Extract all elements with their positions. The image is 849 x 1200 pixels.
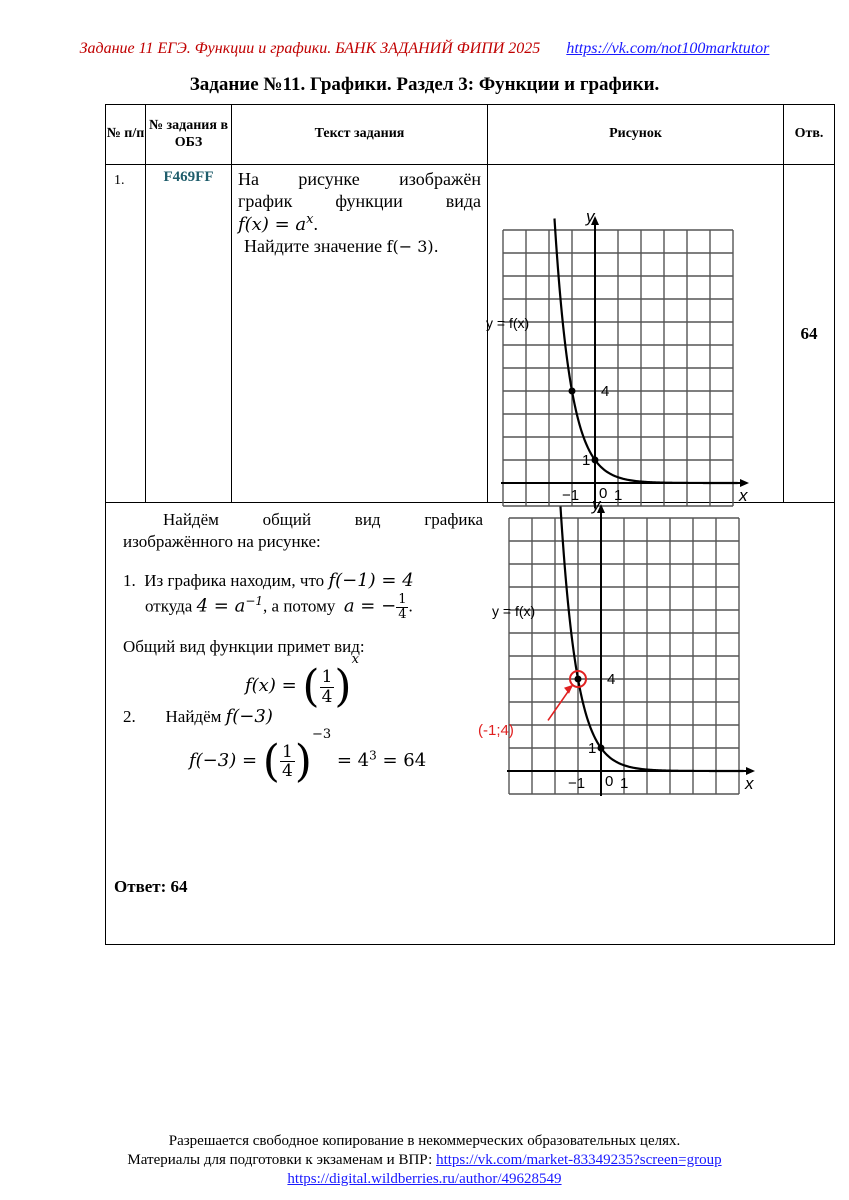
footer-link-market[interactable]: https://vk.com/market-83349235?screen=group (436, 1151, 722, 1168)
point-0-1 (598, 745, 605, 752)
solution-intro-line2: изображённого на рисунке: (123, 532, 321, 552)
x-axis-label: x (745, 774, 754, 793)
tick-label-y-1: 1 (582, 452, 591, 469)
page-header (0, 40, 849, 58)
solution-graph (478, 495, 788, 805)
y-axis-label: y (592, 495, 601, 514)
solution-general-formula: f(x) = ( $\frac{1}{4}$ )$^x$ (245, 652, 359, 713)
document-title: Задание №11. Графики. Раздел 3: Функции и графики. (189, 74, 660, 95)
task-answer: 64 (784, 165, 835, 503)
task-figure-cell (488, 165, 784, 503)
point-0-1 (592, 457, 599, 464)
header-text: Текст задания (232, 105, 488, 165)
x-axis-label: x (739, 486, 748, 505)
task-code: F469FF (146, 165, 232, 503)
task-formula: $f(x) = a^x$. (238, 212, 318, 236)
solution-cell (106, 495, 835, 945)
y-axis-label: y (586, 207, 595, 226)
page-footer (0, 1132, 849, 1188)
step1-fraction: $\frac{1}{4}$ (398, 591, 407, 622)
table-row (106, 165, 835, 503)
highlight-label: (-1;4) (478, 722, 514, 739)
solution-row (106, 503, 835, 945)
header-title: Задание 11 ЕГЭ. Функции и графики. БАНК ЗАДАНИЙ ФИПИ 2025 (79, 40, 541, 57)
solution-step1-line2: откуда $4 = a^{-1}$, а потому a = − $\frac{1}{4}$ . (145, 591, 413, 622)
solution-figure (478, 495, 788, 810)
highlight-arrowhead (564, 685, 573, 694)
point-neg1-4 (569, 388, 576, 395)
tick-label-x-1: 1 (614, 487, 623, 504)
task-text-line2: график функции вида (238, 190, 481, 211)
footer-line2: Материалы для подготовки к экзаменам и ВПР: https://vk.com/market-83349235?screen=group (127, 1151, 722, 1168)
header-code: № задания в ОБЗ (146, 105, 232, 165)
tick-label-x-neg1: −1 (568, 775, 586, 792)
solution-intro-line1: Найдём общий вид графика (163, 510, 483, 529)
tick-label-origin: 0 (605, 773, 614, 790)
tick-label-origin: 0 (599, 485, 608, 502)
tick-label-y-1: 1 (588, 740, 597, 757)
solution-general-text: Общий вид функции примет вид: (123, 637, 365, 657)
header-answer: Отв. (784, 105, 835, 165)
function-label: y = f(x) (492, 603, 536, 619)
solution-step2: 2. Найдём f(−3) (123, 706, 273, 728)
task-text (232, 165, 488, 503)
solution-text (123, 509, 483, 787)
point-neg1-4 (575, 676, 582, 683)
function-label: y = f(x) (486, 315, 530, 331)
solution-answer: Ответ: 64 (114, 877, 188, 896)
task-table (105, 104, 835, 945)
header-link[interactable]: https://vk.com/not100marktutor (566, 40, 770, 57)
task-text-line1: На рисунке изображён (238, 169, 481, 189)
tick-label-y-4: 4 (601, 383, 610, 400)
footer-line3 (0, 1170, 849, 1189)
table-header-row (106, 105, 835, 165)
solution-step1: 1. Из графика находим, что f(−1) = 4 (123, 570, 414, 592)
footer-line1: Разрешается свободное копирование в некоммерческих образовательных целях. (168, 1133, 681, 1149)
header-figure: Рисунок (488, 105, 784, 165)
tick-label-x-neg1: −1 (562, 487, 580, 504)
tick-label-y-4: 4 (607, 671, 616, 688)
row-number: 1. (106, 165, 146, 503)
task-question: Найдите значение f(− 3). (244, 235, 439, 256)
solution-calculation: f(−3) = ( $\frac{1}{4}$ )$^{-3} = 4^3 = 64$ (189, 726, 427, 787)
tick-label-x-1: 1 (620, 775, 629, 792)
footer-link-author[interactable]: https://digital.wildberries.ru/author/49628549 (287, 1170, 562, 1187)
function-graph (486, 165, 782, 505)
header-num: № п/п (106, 105, 146, 165)
